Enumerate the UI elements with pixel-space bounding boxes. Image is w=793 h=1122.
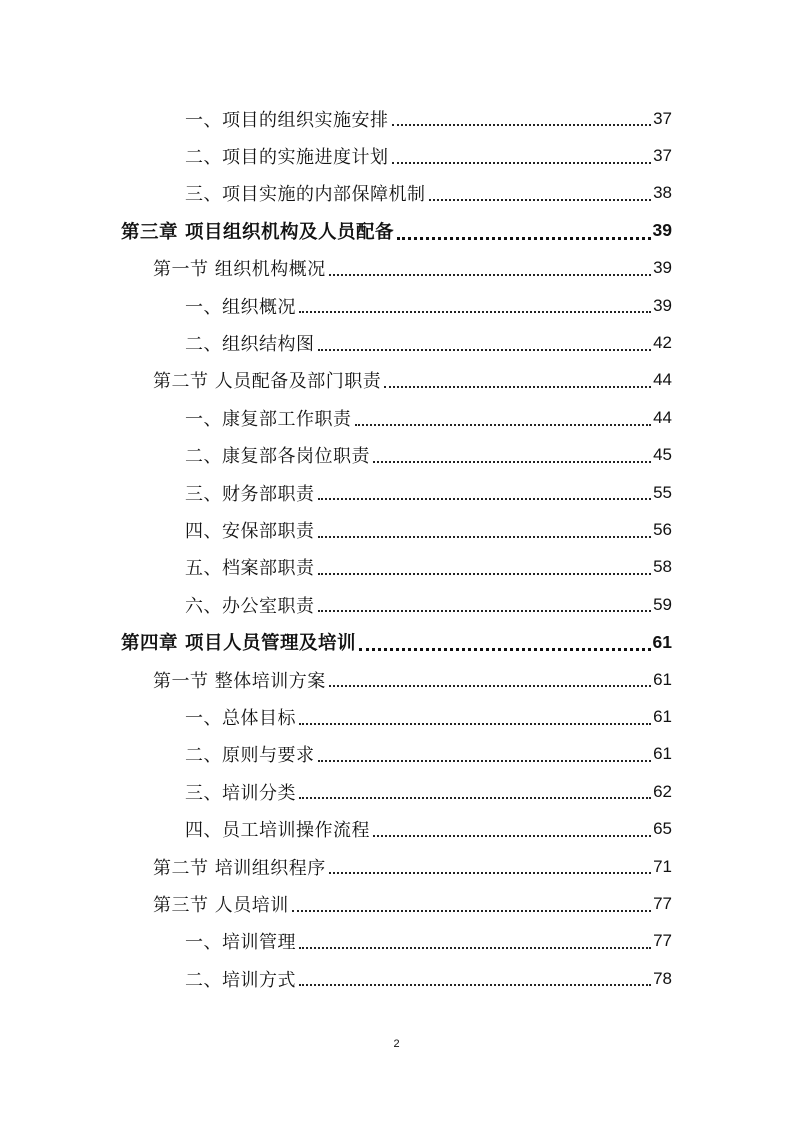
toc-page-number: 39 [653,258,672,278]
toc-dot-leader [384,386,651,388]
toc-entry-item[interactable] [0,474,793,511]
toc-entry-item[interactable] [0,698,793,735]
toc-entry-item[interactable] [0,287,793,324]
table-of-contents [0,100,793,997]
toc-entry-title: 第四章 项目人员管理及培训 [121,633,356,655]
toc-dot-leader [318,573,652,575]
toc-page-number: 44 [653,407,672,427]
toc-page-number: 56 [653,519,672,539]
toc-entry-title: 六、办公室职责 [185,595,315,617]
toc-page-number: 59 [653,594,672,614]
toc-page-number: 45 [653,445,672,465]
toc-dot-leader [299,947,651,949]
toc-entry-section[interactable] [0,362,793,399]
toc-dot-leader [318,498,652,500]
toc-entry-title: 四、员工培训操作流程 [185,820,370,842]
toc-dot-leader [355,424,652,426]
toc-page-number: 39 [653,295,672,315]
toc-entry-item[interactable] [0,399,793,436]
toc-entry-title: 五、档案部职责 [185,558,315,580]
toc-entry-item[interactable] [0,586,793,623]
toc-dot-leader [429,199,652,201]
toc-entry-title: 第一节 组织机构概况 [153,259,326,281]
toc-page-number: 58 [653,557,672,577]
toc-page-number: 77 [653,931,672,951]
toc-entry-chapter[interactable] [0,623,793,660]
toc-dot-leader [299,311,651,313]
toc-entry-item[interactable] [0,100,793,137]
toc-entry-item[interactable] [0,324,793,361]
toc-dot-leader [329,872,651,874]
toc-page-number: 55 [653,482,672,502]
toc-entry-item[interactable] [0,773,793,810]
toc-entry-title: 二、组织结构图 [185,334,315,356]
toc-page-number: 44 [653,370,672,390]
toc-entry-title: 一、组织概况 [185,296,296,318]
toc-entry-item[interactable] [0,137,793,174]
toc-dot-leader [318,349,652,351]
toc-page-number: 61 [653,669,672,689]
toc-dot-leader [397,237,651,240]
toc-page-number: 78 [653,968,672,988]
toc-entry-title: 三、培训分类 [185,782,296,804]
toc-dot-leader [318,610,652,612]
toc-entry-title: 第一节 整体培训方案 [153,670,326,692]
toc-dot-leader [292,910,651,912]
toc-page-number: 61 [652,631,672,652]
toc-page-number: 65 [653,819,672,839]
toc-entry-item[interactable] [0,736,793,773]
toc-page-number: 38 [653,183,672,203]
toc-entry-title: 第三章 项目组织机构及人员配备 [121,221,394,243]
toc-entry-title: 一、总体目标 [185,707,296,729]
toc-entry-section[interactable] [0,848,793,885]
toc-entry-item[interactable] [0,810,793,847]
toc-dot-leader [392,162,652,164]
toc-page-number: 62 [653,781,672,801]
toc-entry-title: 三、项目实施的内部保障机制 [185,184,426,206]
toc-dot-leader [373,835,651,837]
toc-entry-title: 第二节 培训组织程序 [153,857,326,879]
toc-entry-section[interactable] [0,661,793,698]
toc-entry-item[interactable] [0,549,793,586]
toc-page-number: 42 [653,333,672,353]
toc-entry-title: 一、康复部工作职责 [185,408,352,430]
toc-entry-item[interactable] [0,960,793,997]
toc-entry-title: 二、康复部各岗位职责 [185,446,370,468]
toc-entry-title: 三、财务部职责 [185,483,315,505]
toc-dot-leader [359,648,651,651]
toc-entry-title: 二、项目的实施进度计划 [185,147,389,169]
toc-page-number: 77 [653,893,672,913]
toc-entry-section[interactable] [0,250,793,287]
toc-entry-chapter[interactable] [0,212,793,249]
toc-entry-title: 二、原则与要求 [185,745,315,767]
toc-page-number: 37 [653,108,672,128]
toc-page-number: 37 [653,146,672,166]
toc-entry-title: 第三节 人员培训 [153,894,289,916]
toc-entry-title: 第二节 人员配备及部门职责 [153,371,382,393]
toc-dot-leader [373,461,651,463]
toc-entry-section[interactable] [0,885,793,922]
toc-dot-leader [299,797,651,799]
toc-entry-item[interactable] [0,437,793,474]
toc-dot-leader [318,536,652,538]
toc-entry-item[interactable] [0,175,793,212]
toc-dot-leader [299,984,651,986]
toc-page-number: 61 [653,706,672,726]
toc-entry-title: 二、培训方式 [185,969,296,991]
toc-dot-leader [392,124,652,126]
toc-page-number: 71 [653,856,672,876]
toc-entry-item[interactable] [0,511,793,548]
toc-entry-title: 一、培训管理 [185,932,296,954]
toc-page-number: 39 [652,220,672,241]
toc-entry-title: 一、项目的组织实施安排 [185,109,389,131]
toc-dot-leader [329,274,651,276]
toc-entry-title: 四、安保部职责 [185,520,315,542]
toc-dot-leader [299,723,651,725]
page-number: 2 [393,1038,400,1050]
toc-page-number: 61 [653,744,672,764]
toc-dot-leader [318,760,652,762]
toc-entry-item[interactable] [0,923,793,960]
toc-dot-leader [329,685,651,687]
